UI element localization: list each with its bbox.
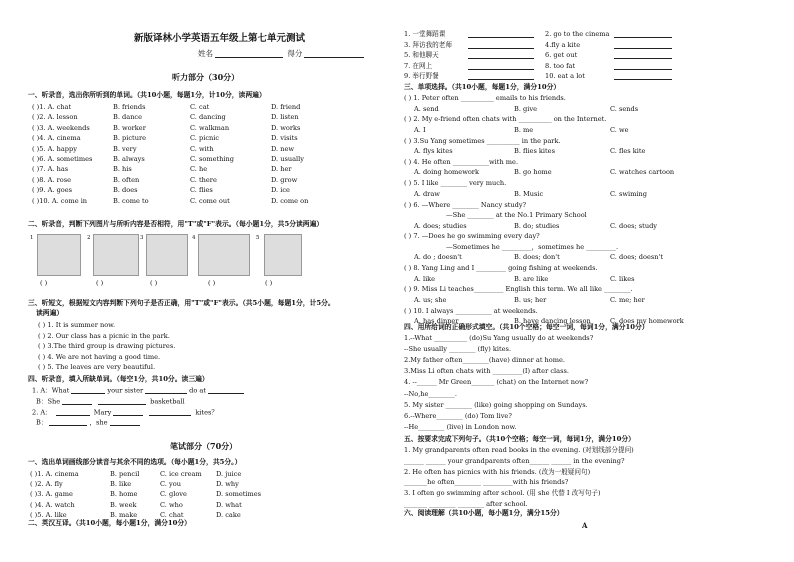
l1-option-d[interactable]: D. come on <box>271 196 309 205</box>
l1-option-a[interactable]: ( )7. A. has <box>32 165 69 174</box>
l4-a2c: kites？ <box>195 408 218 417</box>
w3-question: ( ) 3.Su Yang sometimes __________ in the park. <box>404 136 561 145</box>
w1-option-b[interactable]: B. make <box>110 510 138 519</box>
w5-sentence[interactable]: 2. He often has picnics with his friends. (改为一般疑问句) <box>404 467 591 476</box>
pic-answer-1[interactable]: ( ) <box>40 279 48 287</box>
w1-option-b[interactable]: B. pencil <box>110 470 140 478</box>
w2-term-right: 2. go to the cinema <box>545 30 610 38</box>
l1-option-a[interactable]: ( )1. A. chat <box>32 103 72 111</box>
l3-statement[interactable]: ( ) 3.The third group is drawing pictures. <box>38 342 176 351</box>
l1-option-c[interactable]: C. there <box>190 175 217 184</box>
l1-option-b[interactable]: B. dance <box>113 113 143 122</box>
w5-sentence[interactable]: ______ ______ your grandparents often______ ______ in the evening? <box>404 456 625 465</box>
w1-option-d[interactable]: D. what <box>216 500 242 509</box>
w2-answer-right[interactable] <box>614 52 672 59</box>
name-score-line <box>198 50 364 58</box>
l1-option-b[interactable]: B. friends <box>113 103 146 111</box>
l1-option-d[interactable]: D. friend <box>271 103 301 111</box>
l4-b2: B： <box>36 418 48 427</box>
w3-question: ( ) 10. I always ___________ at weekends. <box>404 306 538 315</box>
w3-option-c[interactable]: C. does; doesn't <box>610 253 663 262</box>
pic-number-3: 3 <box>140 235 144 241</box>
l1-option-a[interactable]: ( )4. A. cinema <box>32 134 81 143</box>
l4-b1b: basketball <box>150 397 185 406</box>
l1-option-b[interactable]: B. his <box>113 165 132 174</box>
pic-answer-4[interactable]: ( ) <box>208 279 216 287</box>
l1-heading: 一、听录音，选出你所听到的单词。（共10小题，每题1分，计10分，读两遍） <box>28 91 266 99</box>
w2-term-left: 9. 举行野餐 <box>404 72 439 81</box>
w3-option-a[interactable]: A. doing homework <box>414 168 479 177</box>
w3-option-c[interactable]: C. sends <box>610 104 639 113</box>
w5-heading: 五、按要求完成下列句子。（共10个空格；每空一词，每词1分，满分10分） <box>404 435 635 443</box>
w1-option-b[interactable]: B. week <box>110 500 137 509</box>
w2-heading: 二、英汉互译。（共10小题，每小题1分，满分10分） <box>28 519 191 527</box>
blank[interactable] <box>62 398 92 405</box>
w3-question-cont: —Sometimes he _________，sometimes he _________. <box>446 242 619 251</box>
w3-question: ( ) 1. Peter often __________ emails to his friends. <box>404 94 566 102</box>
w3-option-b[interactable]: B. give <box>514 104 537 113</box>
l1-option-b[interactable]: B. worker <box>113 123 146 132</box>
w1-option-a[interactable]: ( )2. A. fly <box>30 480 63 489</box>
w3-option-c[interactable]: C. fles kite <box>610 147 646 156</box>
w2-term-right: 4.fly a kite <box>545 40 581 49</box>
w2-answer-right[interactable] <box>614 42 672 49</box>
w3-option-b[interactable]: B. Music <box>514 189 544 198</box>
pic-number-2: 2 <box>87 235 91 241</box>
l1-option-a[interactable]: ( )9. A. goes <box>32 186 73 195</box>
w5-sentence[interactable]: _______ ________ ________ after school. <box>404 500 528 508</box>
l1-option-d[interactable]: D. usually <box>271 155 304 163</box>
page-title: 新版译林小学英语五年级上第七单元测试 <box>134 33 306 44</box>
name-blank[interactable] <box>215 51 283 58</box>
pic-answer-5[interactable]: ( ) <box>265 279 273 287</box>
l4-heading: 四、听录音，填入所缺单词。（每空1分，共10分。读三遍） <box>28 375 209 383</box>
w3-question: ( ) 5. I like ________ very much. <box>404 179 507 188</box>
l1-option-d[interactable]: D. her <box>271 165 292 174</box>
l4-a1b: your sister <box>107 386 144 395</box>
l1-option-b[interactable]: B. often <box>113 175 140 184</box>
w3-option-a[interactable]: A. us; she <box>414 295 447 304</box>
w1-option-a[interactable]: ( )1. A. cinema <box>30 470 79 478</box>
w1-option-a[interactable]: ( )5. A. like <box>30 510 67 519</box>
l4-a1: 1. A：What <box>32 386 70 395</box>
w3-option-a[interactable]: A. do ; doesn't <box>414 253 462 262</box>
w1-option-c[interactable]: C. you <box>160 480 181 489</box>
w3-heading: 三、单项选择。（共10小题，每题1分，满分10分） <box>404 83 561 91</box>
blank[interactable] <box>56 409 90 416</box>
w1-option-d[interactable]: D. juice <box>216 470 242 478</box>
w5-sentence[interactable]: _______he often________ _________with his friends? <box>404 478 569 487</box>
w5-sentence[interactable]: 3. I often go swimming after school. (用 she 代替 I 改写句子) <box>404 489 601 498</box>
w3-option-c[interactable]: C. does; study <box>610 221 658 230</box>
w1-option-c[interactable]: C. who <box>160 500 183 509</box>
w4-sentence[interactable]: 3.Miss Li often chats with _________(I) after class. <box>404 367 569 376</box>
w4-sentence[interactable]: --She usually ________ (fly) kites. <box>404 345 512 354</box>
w3-option-c[interactable]: C. we <box>610 125 629 134</box>
w3-question: ( ) 8. Yang Ling and I _________ going fishing at weekends. <box>404 264 598 273</box>
w3-option-b[interactable]: B. are like <box>514 274 549 283</box>
w2-answer-left[interactable] <box>468 42 534 49</box>
w3-option-b[interactable]: B. go home <box>514 168 552 177</box>
l4-a1c: do at <box>189 386 207 395</box>
l2-heading: 二、听录音，判断下列图片与所听内容是否相符，用"T"或"F"表示。（每小题1分，共5分读两遍） <box>28 220 324 228</box>
w1-option-b[interactable]: B. home <box>110 490 138 499</box>
l1-option-c[interactable]: C. with <box>190 144 214 153</box>
w3-option-c[interactable]: C. me; her <box>610 295 645 304</box>
w3-option-c[interactable]: C. does my homework <box>610 317 684 326</box>
w2-answer-right[interactable] <box>614 63 672 70</box>
pic-answer-2[interactable]: ( ) <box>96 279 104 287</box>
w3-question: ( ) 7. —Does he go swimming every day? <box>404 232 540 241</box>
l1-option-a[interactable]: ( )5. A. happy <box>32 144 77 153</box>
w4-sentence[interactable]: 4. --______ Mr Green_______ (chat) on the Internet now? <box>404 378 589 387</box>
pic-number-4: 4 <box>192 235 196 241</box>
w5-sentence[interactable]: 1. My grandparents often read books in the evening. (对划线部分提问) <box>404 446 634 454</box>
w3-option-a[interactable]: A. like <box>414 274 436 283</box>
w2-term-left: 7. 在网上 <box>404 61 433 70</box>
w1-option-c[interactable]: C. glove <box>160 490 187 499</box>
w3-option-b[interactable]: B. us; her <box>514 295 547 304</box>
l4-line-4 <box>36 419 140 426</box>
blank[interactable] <box>49 419 87 426</box>
w4-heading: 四、用所给词的正确形式填空。（共10个空格；每空一词，每词1分，满分10分） <box>404 323 649 331</box>
w2-term-right: 10. eat a lot <box>545 72 585 81</box>
l3-statement[interactable]: ( ) 1. It is summer now. <box>38 321 116 329</box>
w1-option-a[interactable]: ( )4. A. watch <box>30 500 75 509</box>
l4-a2: 2. A： <box>32 408 52 417</box>
l1-option-c[interactable]: C. dancing <box>190 113 226 122</box>
w2-term-right: 8. too fat <box>545 61 576 70</box>
w4-sentence[interactable]: 1.--What __________ (do)Su Yang usually do at weekends? <box>404 334 594 342</box>
blank[interactable] <box>98 398 146 405</box>
w4-sentence[interactable]: 5. My sister ________ (like) going shopping on Sundays. <box>404 400 588 409</box>
l1-option-d[interactable]: D. new <box>271 144 295 153</box>
l1-option-b[interactable]: B. picture <box>113 134 147 143</box>
l4-b1: B：She <box>36 397 61 406</box>
w4-sentence[interactable]: 2.My father often________(have) dinner at home. <box>404 356 566 365</box>
l4-b2b: ，she <box>89 418 108 427</box>
listening-heading: 听力部分（30分） <box>172 72 240 82</box>
l1-option-d[interactable]: D. visits <box>271 134 298 143</box>
w2-answer-left[interactable] <box>468 52 534 59</box>
l1-option-b[interactable]: B. does <box>113 186 138 195</box>
w3-option-a[interactable]: A. does; studies <box>414 221 467 230</box>
l1-option-d[interactable]: D. grow <box>271 175 298 184</box>
w3-question: ( ) 9. Miss Li teaches_________ English this term. We all like ________. <box>404 285 633 294</box>
l1-option-b[interactable]: B. come to <box>113 196 149 205</box>
l1-option-a[interactable]: ( )8. A. rose <box>32 175 71 184</box>
w2-answer-right[interactable] <box>614 73 672 80</box>
listening-picture-3 <box>146 234 188 276</box>
w3-option-a[interactable]: A. I <box>414 125 426 134</box>
w3-option-a[interactable]: A. send <box>414 104 439 113</box>
listening-picture-4 <box>198 234 250 276</box>
l3-statement[interactable]: ( ) 4. We are not having a good time. <box>38 352 161 361</box>
l3-heading: 三、听短文，根据短文内容判断下列句子是否正确，用"T"或"F"表示。（共5小题，每题1分，计5分。 <box>28 299 335 307</box>
w2-term-left: 5. 和他聊天 <box>404 51 439 60</box>
w1-option-c[interactable]: C. ice cream <box>160 470 202 478</box>
w1-heading: 一、选出单词画线部分读音与其余不同的选项。（每小题1分，共5分。） <box>28 458 242 466</box>
l3-statement[interactable]: ( ) 5. The leaves are very beautiful. <box>38 363 156 372</box>
w2-answer-left[interactable] <box>468 73 534 80</box>
score-blank[interactable] <box>304 51 364 58</box>
blank[interactable] <box>145 387 187 394</box>
pic-number-5: 5 <box>256 235 260 241</box>
l4-line-1 <box>32 387 244 394</box>
w1-option-b[interactable]: B. like <box>110 480 132 489</box>
w4-sentence[interactable]: --He________ (live) in London now. <box>404 422 517 431</box>
score-label: 得分 <box>287 49 303 58</box>
l1-option-a[interactable]: ( )3. A. weekends <box>32 123 90 132</box>
w3-option-b[interactable]: B. flies kites <box>514 147 555 156</box>
l1-option-c[interactable]: C. walkman <box>190 123 230 132</box>
l1-option-a[interactable]: ( )6. A. sometimes <box>32 155 93 163</box>
l4-a2b: Mary <box>93 408 112 417</box>
l3-heading-2: 读两遍） <box>36 309 64 317</box>
l1-option-d[interactable]: D. ice <box>271 186 290 195</box>
w3-option-c[interactable]: C. likes <box>610 274 635 283</box>
page-footer-letter: A <box>582 521 588 530</box>
w2-answer-right[interactable] <box>614 31 672 38</box>
w2-answer-left[interactable] <box>468 31 534 38</box>
w2-term-right: 6. get out <box>545 51 578 60</box>
w3-option-b[interactable]: B. do; studies <box>514 221 560 230</box>
w3-option-a[interactable]: A. draw <box>414 189 440 198</box>
w1-option-c[interactable]: C. chat <box>160 510 184 519</box>
w4-sentence[interactable]: --No,he________. <box>404 389 457 398</box>
w3-option-a[interactable]: A. has dinner <box>414 317 459 326</box>
w2-term-left: 1. 一堂舞蹈课 <box>404 30 446 38</box>
l1-option-c[interactable]: C. cat <box>190 103 210 111</box>
w1-option-a[interactable]: ( )3. A. game <box>30 490 73 499</box>
w1-option-d[interactable]: D. sometimes <box>216 490 262 499</box>
blank[interactable] <box>71 387 105 394</box>
w1-option-d[interactable]: D. cake <box>216 510 241 519</box>
blank[interactable] <box>149 409 191 416</box>
blank[interactable] <box>208 387 244 394</box>
w2-answer-left[interactable] <box>468 63 534 70</box>
w3-option-c[interactable]: C. watches cartoon <box>610 168 675 177</box>
w3-question-cont: —She ________ at the No.1 Primary School <box>446 211 587 219</box>
w3-question: ( ) 6. —Where ________ Nancy study? <box>404 200 527 209</box>
name-label: 姓名 <box>198 49 213 58</box>
listening-picture-1 <box>37 234 81 276</box>
l1-option-c[interactable]: C. he <box>190 165 208 174</box>
w6-heading: 六、阅读理解（共10小题，每小题1分，满分15分） <box>404 509 564 517</box>
l1-option-d[interactable]: D. listen <box>271 113 299 122</box>
blank[interactable] <box>113 409 143 416</box>
l1-option-b[interactable]: B. always <box>113 155 145 163</box>
l1-option-d[interactable]: D. works <box>271 123 301 132</box>
l1-option-a[interactable]: ( )10. A. come in <box>32 196 88 205</box>
w2-term-left: 3. 拜访我的老师 <box>404 40 452 49</box>
w3-option-a[interactable]: A. flys kites <box>414 147 453 156</box>
l1-option-a[interactable]: ( )2. A. lesson <box>32 113 78 122</box>
l1-option-c[interactable]: C. flies <box>190 186 213 195</box>
l3-statement[interactable]: ( ) 2. Our class has a picnic in the park. <box>38 331 170 340</box>
pic-answer-3[interactable]: ( ) <box>150 279 158 287</box>
w3-option-b[interactable]: B. me <box>514 125 534 134</box>
w1-option-d[interactable]: D. why <box>216 480 239 489</box>
l1-option-c[interactable]: C. come out <box>190 196 230 205</box>
w4-sentence[interactable]: 6.--Where________ (do) Tom live? <box>404 411 512 420</box>
writing-heading: 笔试部分（70分） <box>170 441 238 451</box>
w3-question: ( ) 4. He often ___________with me. <box>404 157 519 166</box>
w3-option-b[interactable]: B. have dancing lesson <box>514 317 591 326</box>
pic-number-1: 1 <box>30 235 34 241</box>
l4-line-2 <box>36 398 185 405</box>
w3-option-b[interactable]: B. does; don't <box>514 253 560 262</box>
listening-picture-2 <box>93 234 139 276</box>
w3-option-c[interactable]: C. swiming <box>610 189 647 198</box>
l1-option-b[interactable]: B. very <box>113 144 137 153</box>
listening-picture-5 <box>264 234 302 276</box>
l1-option-c[interactable]: C. picnic <box>190 134 220 143</box>
w3-question: ( ) 2. My e-friend often chats with __________ on the Internet. <box>404 115 607 124</box>
l1-option-c[interactable]: C. something <box>190 155 234 163</box>
blank[interactable] <box>110 419 140 426</box>
l4-line-3 <box>32 409 218 416</box>
